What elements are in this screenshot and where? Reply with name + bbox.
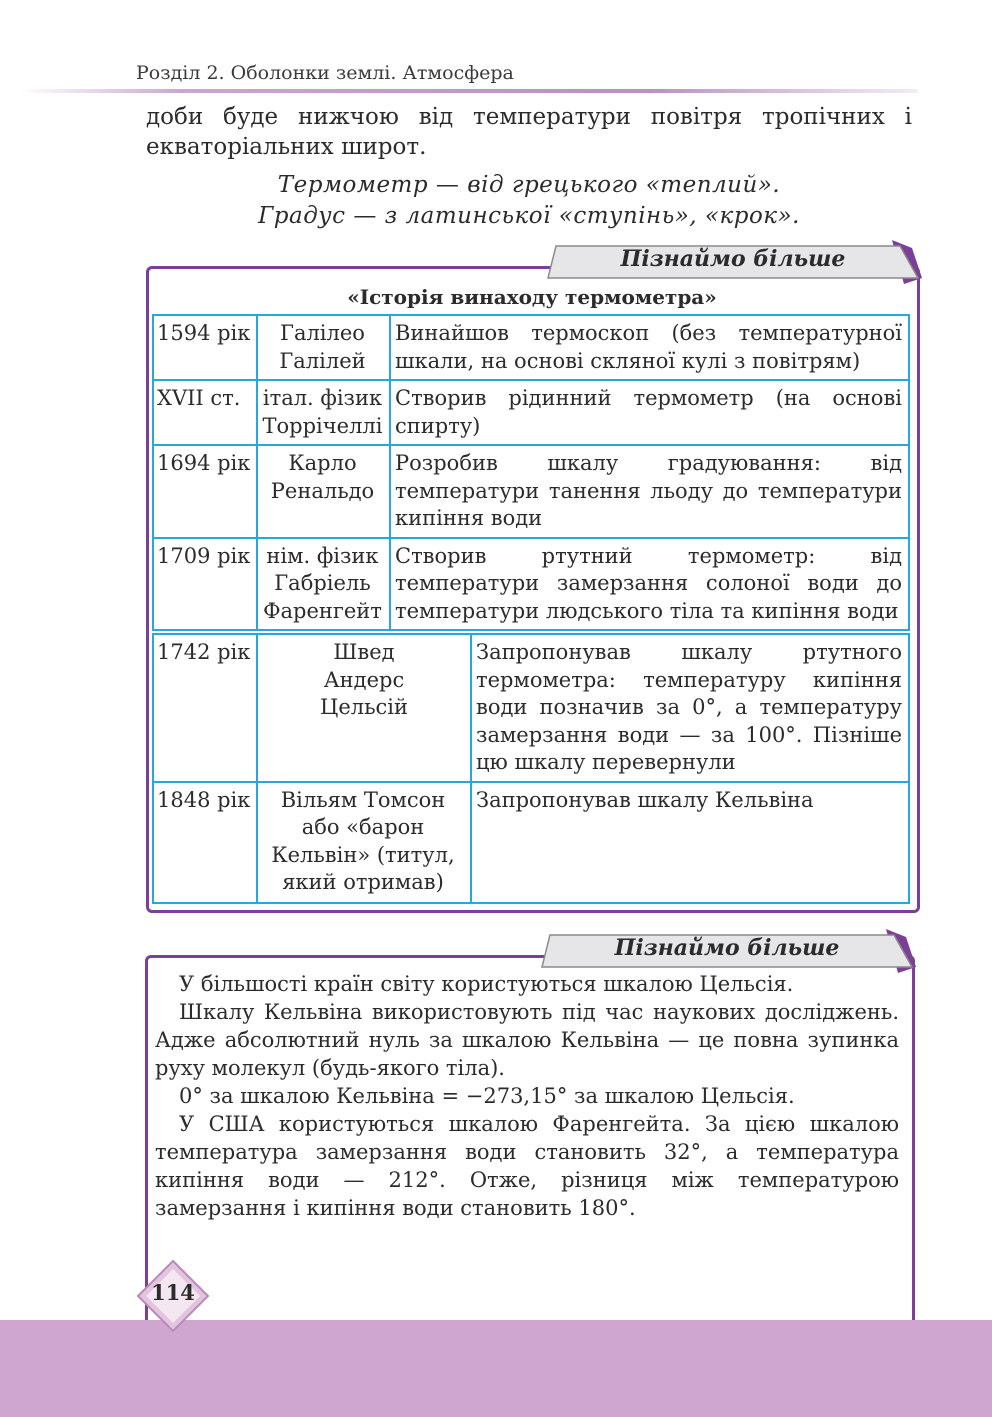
- learn-more-tab-1: [544, 240, 922, 272]
- learn-more-tab-2: [538, 929, 916, 961]
- inventor-cell: Швед Андерс Цельсій: [257, 634, 471, 782]
- facts-text: [155, 970, 899, 1222]
- learn-more-label-1: Пізнаймо більше: [620, 246, 846, 272]
- table-row: [153, 538, 909, 631]
- table-title: «Історія винаходу термометра»: [347, 285, 717, 309]
- year-cell: 1694 рік: [153, 445, 257, 538]
- table-row: [153, 782, 909, 903]
- quote-thermometer: Термометр — від грецького «теплий».: [277, 172, 781, 198]
- inventor-cell: Галілео Галілей: [257, 315, 390, 380]
- history-table-b: [152, 633, 910, 904]
- history-table-a: [152, 314, 910, 631]
- description-cell: Винайшов термоскоп (без температурної шкали, на основі скляної кулі з повітрям): [390, 315, 909, 380]
- year-cell: 1848 рік: [153, 782, 257, 903]
- quote-degree: Градус — з латинської «ступінь», «крок».: [258, 203, 800, 229]
- fact-paragraph: У США користуються шкалою Фаренгейта. За цією шкалою температура замерзання води становить 32°, а температура кипіння води — 212°. Отже, різниця між температурою замерзання і кипіння води становить 180°.: [155, 1112, 899, 1220]
- inventor-cell: Вільям Томсон або «барон Кельвін» (титул, який отримав): [257, 782, 471, 903]
- table-row: [153, 315, 909, 380]
- description-cell: Запропонував шкалу Кельвіна: [471, 782, 909, 903]
- running-title: Розділ 2. Оболонки землі. Атмосфера: [136, 62, 514, 84]
- learn-more-label-2: Пізнаймо більше: [614, 935, 840, 961]
- year-cell: 1594 рік: [153, 315, 257, 380]
- fact-paragraph: У більшості країн світу користуються шкалою Цельсія.: [179, 972, 794, 996]
- description-cell: Розробив шкалу градуювання: від температури танення льоду до температури кипіння води: [390, 445, 909, 538]
- table-row: [153, 634, 909, 782]
- intro-paragraph: доби буде нижчою від температури повітря тропічних і екваторіальних широт.: [146, 104, 912, 160]
- description-cell: Створив рідинний термометр (на основі спирту): [390, 380, 909, 445]
- description-cell: Створив ртутний термометр: від температури замерзання солоної води до температури людського тіла та кипіння води: [390, 538, 909, 631]
- inventor-cell: Карло Ренальдо: [257, 445, 390, 538]
- description-cell: Запропонував шкалу ртутного термометра: температуру кипіння води позначив за 0°, а температуру замерзання води — за 100°. Пізніше цю шкалу перевернули: [471, 634, 909, 782]
- footer-band: [0, 1320, 992, 1417]
- fact-paragraph: 0° за шкалою Кельвіна = −273,15° за шкалою Цельсія.: [179, 1084, 795, 1108]
- year-cell: XVII ст.: [153, 380, 257, 445]
- inventor-cell: нім. фізик Габріель Фаренгейт: [257, 538, 390, 631]
- inventor-cell: італ. фізик Торрічеллі: [257, 380, 390, 445]
- year-cell: 1742 рік: [153, 634, 257, 782]
- table-row: [153, 380, 909, 445]
- year-cell: 1709 рік: [153, 538, 257, 631]
- fact-paragraph: Шкалу Кельвіна використовують під час наукових досліджень. Адже абсолютний нуль за шкалою Кельвіна — це повна зупинка руху молекул (будь-якого тіла).: [155, 1000, 899, 1080]
- table-row: [153, 445, 909, 538]
- header-rule: [20, 89, 918, 93]
- page-number: 114: [151, 1280, 195, 1305]
